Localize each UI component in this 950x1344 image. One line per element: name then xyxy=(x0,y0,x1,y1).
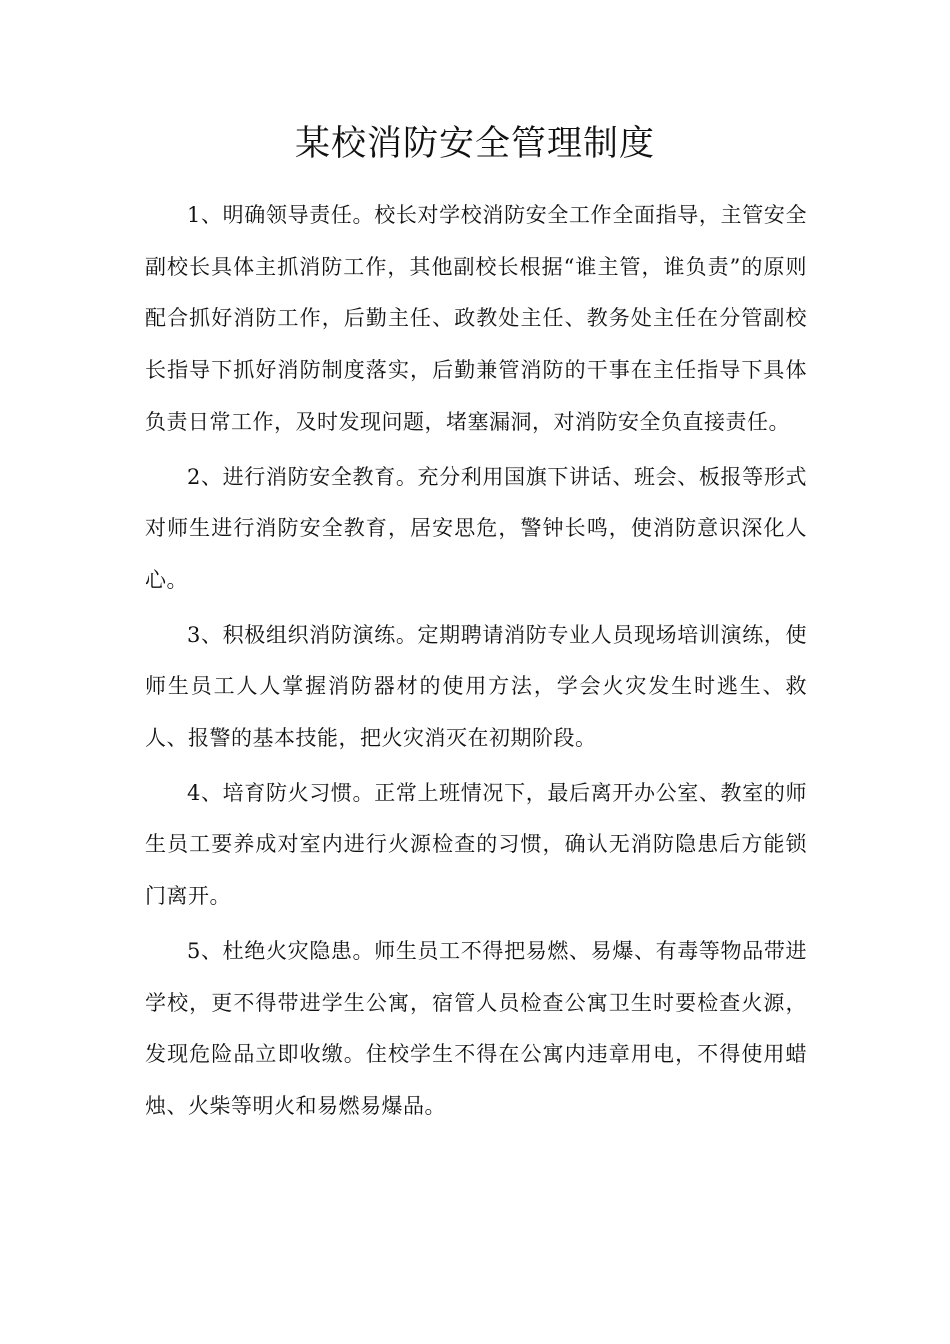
paragraph-3: 3、积极组织消防演练。定期聘请消防专业人员现场培训演练，使师生员工人人掌握消防器材的使用方法，学会火灾发生时逃生、救人、报警的基本技能，把火灾消灭在初期阶段。 xyxy=(145,622,807,751)
document-title: 某校消防安全管理制度 xyxy=(294,124,655,164)
paragraph-4: 4、培育防火习惯。正常上班情况下，最后离开办公室、教室的师生员工要养成对室内进行火源检查的习惯，确认无消防隐患后方能锁门离开。 xyxy=(145,780,807,909)
document-body xyxy=(145,190,807,1136)
paragraph-2: 2、进行消防安全教育。充分利用国旗下讲话、班会、板报等形式对师生进行消防安全教育，居安思危，警钟长鸣，使消防意识深化人心。 xyxy=(145,464,807,592)
paragraph-5: 5、杜绝火灾隐患。师生员工不得把易燃、易爆、有毒等物品带进学校，更不得带进学生公寓，宿管人员检查公寓卫生时要检查火源，发现危险品立即收缴。住校学生不得在公寓内违章用电，不得使用蜡烛、火柴等明火和易燃易爆品。 xyxy=(145,938,807,1118)
paragraph-1: 1、明确领导责任。校长对学校消防安全工作全面指导，主管安全副校长具体主抓消防工作，其他副校长根据“谁主管，谁负责”的原则配合抓好消防工作，后勤主任、政教处主任、教务处主任在分管副校长指导下抓好消防制度落实，后勤兼管消防的干事在主任指导下具体负责日常工作，及时发现问题，堵塞漏洞，对消防安全负直接责任。 xyxy=(145,203,807,434)
